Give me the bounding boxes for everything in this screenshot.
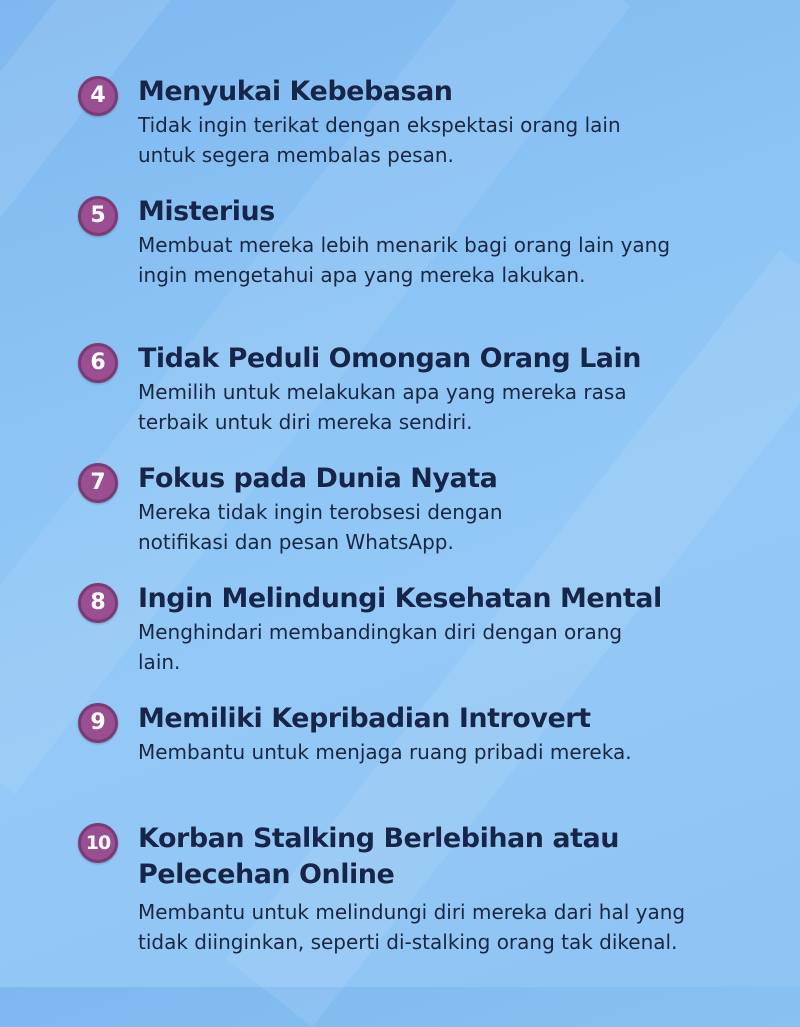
- item-title: Misterius: [138, 196, 275, 227]
- item-description: Membantu untuk menjaga ruang pribadi mereka.: [138, 740, 632, 764]
- item-title: Memiliki Kepribadian Introvert: [138, 703, 591, 734]
- list-item: [78, 701, 778, 821]
- item-title: Ingin Melindungi Kesehatan Mental: [138, 583, 662, 614]
- item-title: Fokus pada Dunia Nyata: [138, 463, 498, 494]
- list-item: [78, 194, 778, 341]
- item-description: Memilih untuk melakukan apa yang mereka rasa terbaik untuk diri mereka sendiri.: [138, 380, 627, 434]
- item-description: Membuat mereka lebih menarik bagi orang lain yang ingin mengetahui apa yang mereka lakukan.: [138, 233, 671, 287]
- list-item: [78, 461, 778, 581]
- list-item: [78, 821, 778, 957]
- number-badge: 6: [78, 343, 118, 383]
- item-description: Mereka tidak ingin terobsesi dengan notifikasi dan pesan WhatsApp.: [138, 500, 503, 554]
- number-badge: 8: [78, 583, 118, 623]
- reasons-list: [78, 74, 778, 957]
- number-badge: 10: [78, 823, 118, 863]
- list-item: [78, 341, 778, 461]
- item-title: Korban Stalking Berlebihan atau Pelecehan Online: [138, 823, 619, 890]
- item-title: Menyukai Kebebasan: [138, 76, 453, 107]
- item-description: Menghindari membandingkan diri dengan orang lain.: [138, 620, 623, 674]
- list-item: [78, 581, 778, 701]
- number-badge: 4: [78, 76, 118, 116]
- number-badge: 7: [78, 463, 118, 503]
- number-badge: 5: [78, 196, 118, 236]
- item-title: Tidak Peduli Omongan Orang Lain: [138, 343, 641, 374]
- item-description: Membantu untuk melindungi diri mereka dari hal yang tidak diinginkan, seperti di-stalking orang tak dikenal.: [138, 900, 686, 954]
- item-description: Tidak ingin terikat dengan ekspektasi orang lain untuk segera membalas pesan.: [138, 113, 621, 167]
- list-item: [78, 74, 778, 194]
- number-badge: 9: [78, 703, 118, 743]
